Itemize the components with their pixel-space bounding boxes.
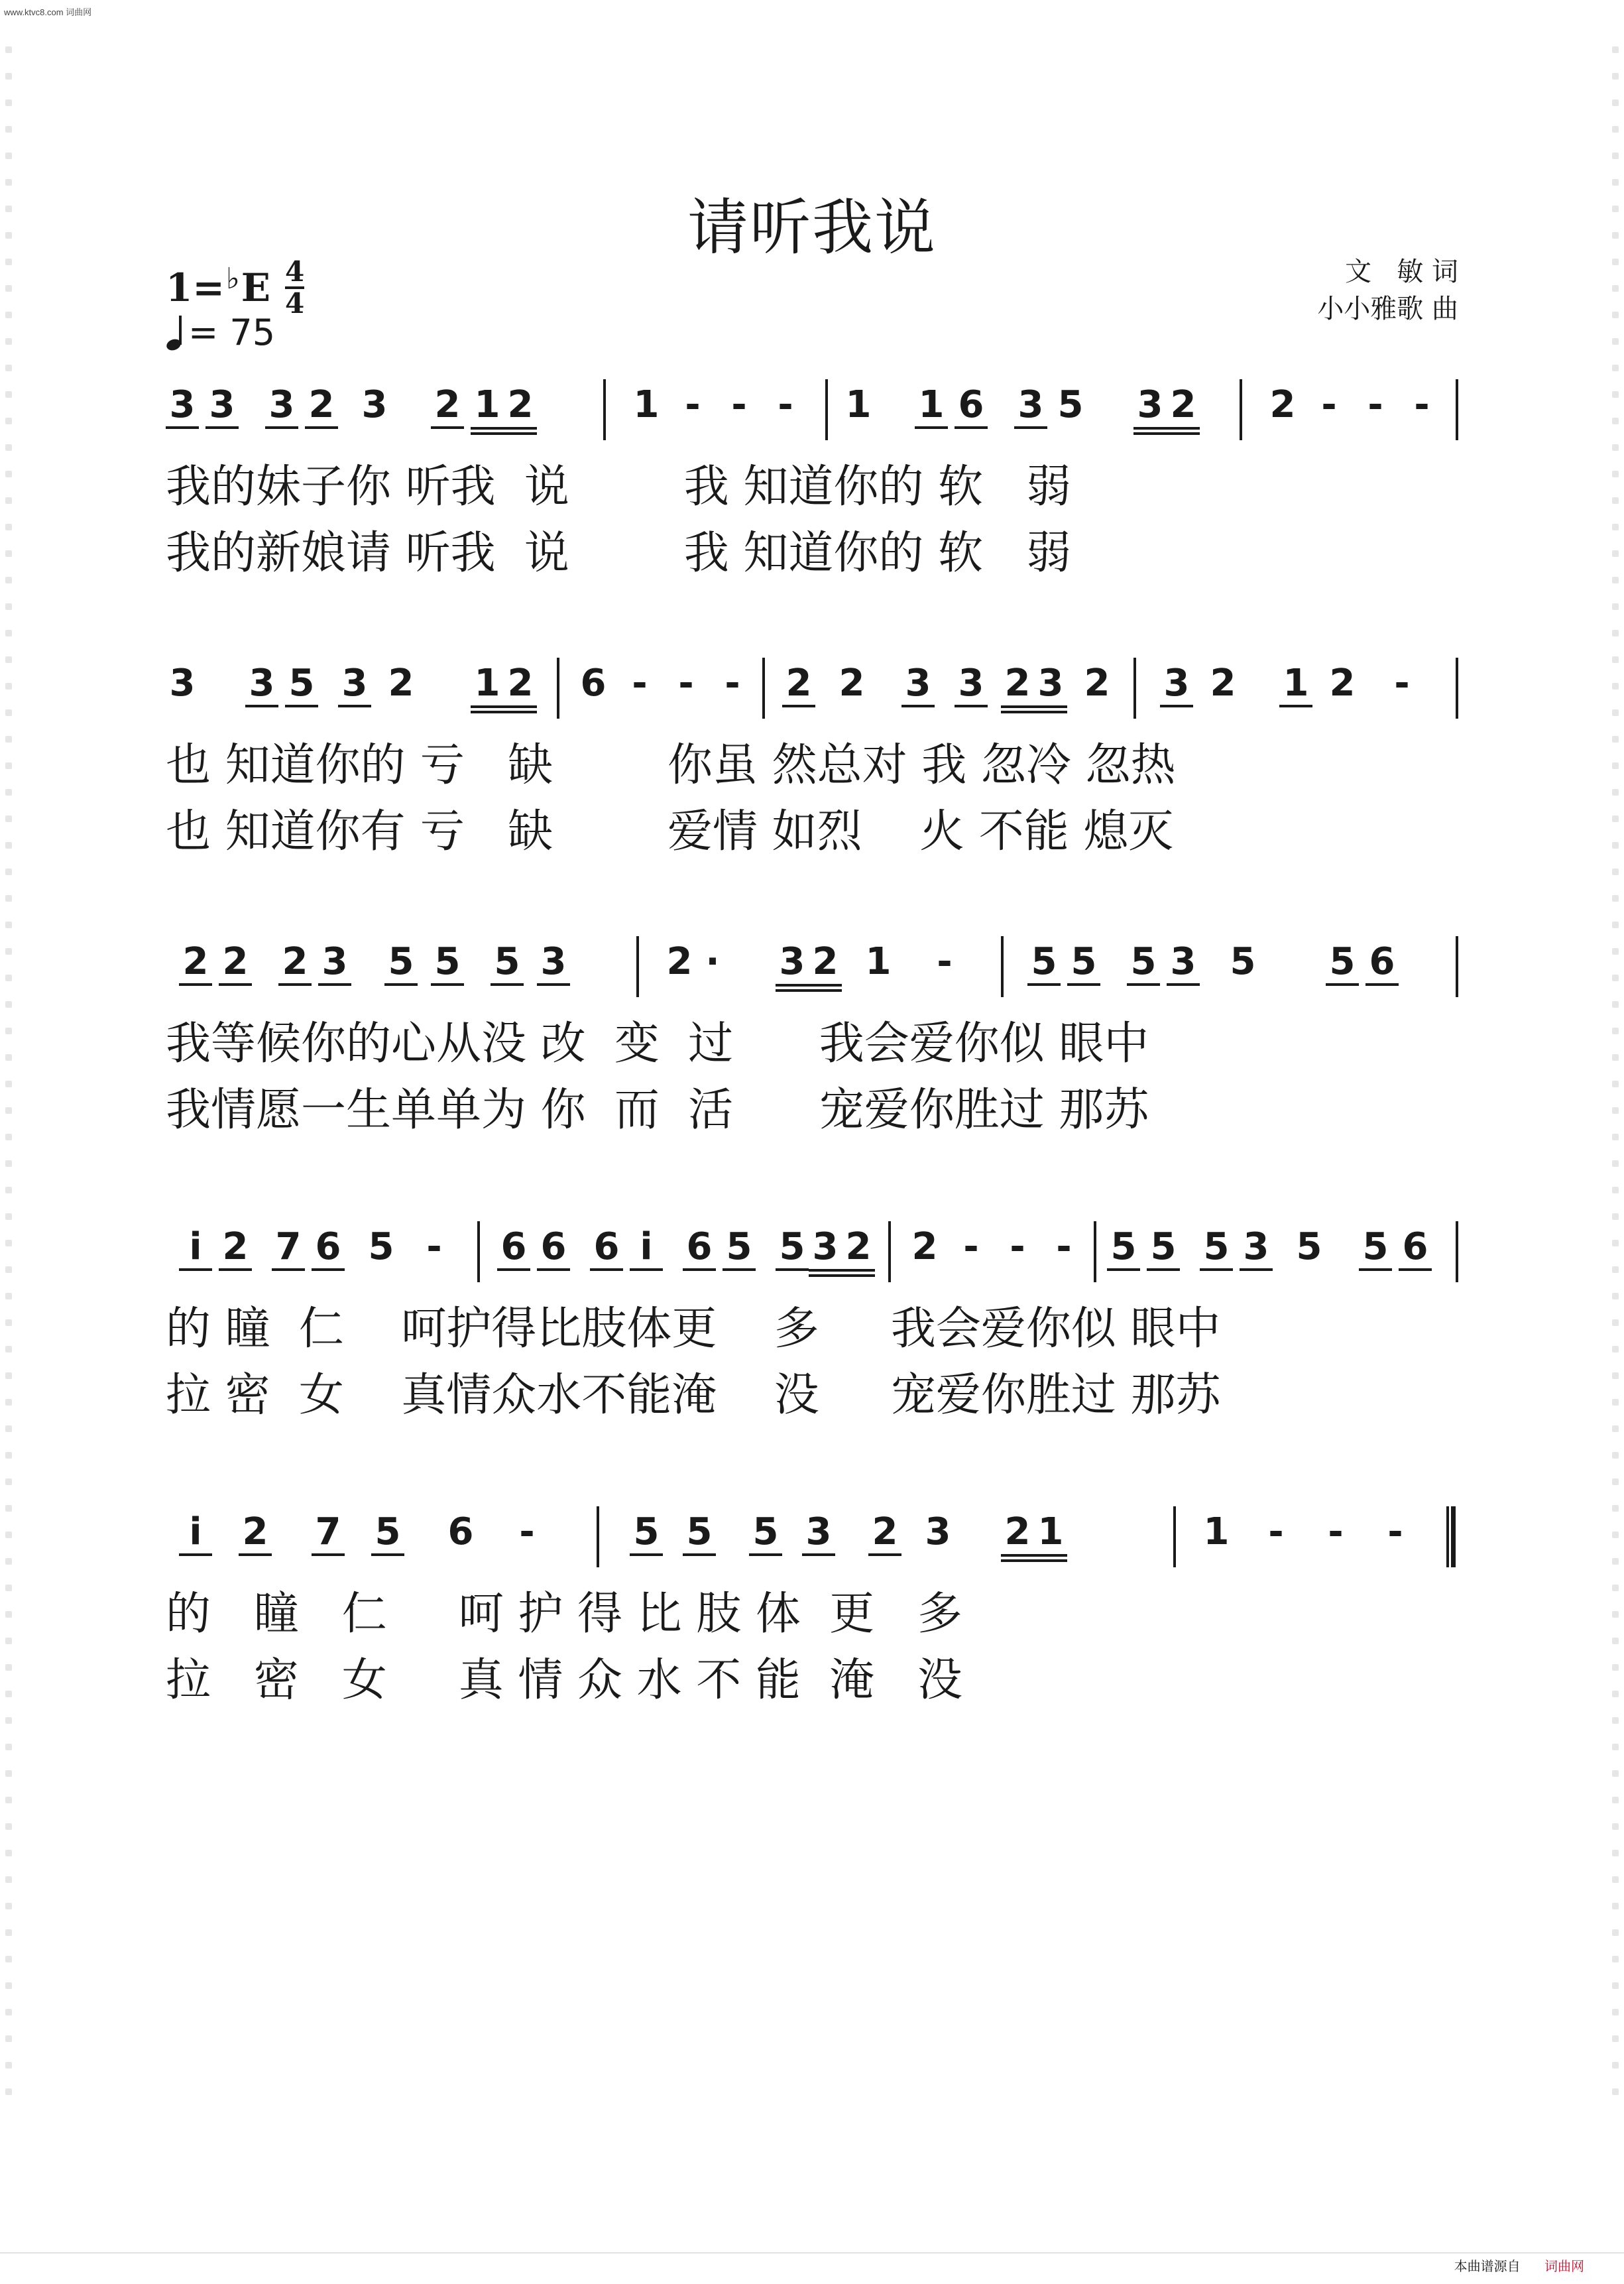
note: - bbox=[1394, 662, 1410, 705]
note: 2 bbox=[1269, 383, 1296, 426]
footer bbox=[1454, 2255, 1584, 2275]
note: - bbox=[725, 662, 740, 705]
note: 6 bbox=[447, 1510, 474, 1553]
note: 1 bbox=[471, 383, 504, 435]
note: 2 bbox=[1167, 383, 1200, 435]
note: i bbox=[179, 1225, 212, 1271]
note: 6 bbox=[683, 1225, 716, 1271]
note: 2 bbox=[305, 383, 338, 429]
lyrics-verse-2: 也 知道你有 亏 缺 爱情 如烈 火 不能 熄灭 bbox=[166, 806, 1174, 858]
note: 5 bbox=[1067, 940, 1100, 986]
lyrics-verse-1: 的 瞳 仁 呵护得比肢体更 多 我会爱你似 眼中 bbox=[166, 1303, 1221, 1355]
right-margin-watermark bbox=[1609, 27, 1621, 2257]
left-margin-watermark bbox=[3, 27, 15, 2257]
footer-rule bbox=[0, 2252, 1624, 2254]
note: 3 bbox=[776, 940, 809, 992]
note: 1 bbox=[1279, 662, 1312, 707]
barline bbox=[888, 1221, 891, 1282]
note: - bbox=[1268, 1510, 1284, 1553]
note: 5 bbox=[1147, 1225, 1180, 1271]
lyrics-verse-2: 我情愿一生单单为 你 而 活 宠爱你胜过 那苏 bbox=[166, 1084, 1149, 1136]
note: 2 bbox=[219, 1225, 252, 1271]
note: 3 bbox=[205, 383, 239, 429]
score-row-2 bbox=[166, 650, 1458, 858]
lyrics-verse-1: 我等候你的心从没 改 变 过 我会爱你似 眼中 bbox=[166, 1018, 1149, 1070]
notes-line bbox=[166, 1498, 1458, 1578]
note: - bbox=[1414, 383, 1430, 426]
key-note: E bbox=[241, 265, 270, 310]
lyricist-credit: 文 敏 词 bbox=[1345, 257, 1458, 287]
score-row-3 bbox=[166, 928, 1458, 1136]
barline bbox=[1240, 379, 1242, 440]
lyrics-verse-1: 我的妹子你 听我 说 我 知道你的 软 弱 bbox=[166, 461, 1071, 513]
note: 5 bbox=[683, 1510, 716, 1556]
note: 2 bbox=[868, 1510, 901, 1556]
note: 5 bbox=[1027, 940, 1061, 986]
note: 3 bbox=[169, 662, 196, 705]
note: 3 bbox=[1240, 1225, 1273, 1271]
song-title: 请听我说 bbox=[687, 192, 937, 263]
note: - bbox=[1010, 1225, 1025, 1268]
note: 3 bbox=[955, 662, 988, 707]
note: 3 bbox=[802, 1510, 835, 1556]
note: 5 bbox=[1296, 1225, 1322, 1268]
note: 2 bbox=[1210, 662, 1236, 705]
note: 3 bbox=[809, 1225, 842, 1277]
note: 5 bbox=[1359, 1225, 1392, 1271]
note: 1 bbox=[471, 662, 504, 713]
notes-line bbox=[166, 928, 1458, 1008]
note: 3 bbox=[166, 383, 199, 429]
note: 6 bbox=[580, 662, 607, 705]
note: 2 bbox=[431, 383, 464, 429]
note: 1 bbox=[1034, 1510, 1067, 1562]
note: 7 bbox=[272, 1225, 305, 1271]
lyrics-verse-2: 我的新娘请 听我 说 我 知道你的 软 弱 bbox=[166, 527, 1071, 579]
note: 5 bbox=[285, 662, 318, 707]
notes-line bbox=[166, 371, 1458, 451]
note: - bbox=[1321, 383, 1337, 426]
note: - bbox=[1387, 1510, 1403, 1553]
note: - bbox=[1056, 1225, 1072, 1268]
note: - bbox=[632, 662, 648, 705]
final-barline bbox=[1446, 1506, 1456, 1567]
barline bbox=[1173, 1506, 1176, 1567]
barline bbox=[1001, 936, 1004, 997]
key-signature bbox=[166, 257, 304, 318]
note: - bbox=[731, 383, 747, 426]
note: 5 bbox=[1200, 1225, 1233, 1271]
note: 1 bbox=[865, 940, 892, 983]
note: 5 bbox=[1230, 940, 1256, 983]
note: 3 bbox=[361, 383, 388, 426]
note: - bbox=[1367, 383, 1383, 426]
note: i bbox=[179, 1510, 212, 1556]
lyrics-verse-2: 拉 密 女 真情众水不能淹 没 宠爱你胜过 那苏 bbox=[166, 1369, 1221, 1421]
lyrics-verse-1: 的 瞳 仁 呵 护 得 比 肢 体 更 多 bbox=[166, 1588, 962, 1640]
note: 2 bbox=[1001, 662, 1034, 713]
note: 6 bbox=[590, 1225, 623, 1271]
note: - bbox=[678, 662, 694, 705]
meter-bottom: 4 bbox=[284, 287, 305, 320]
note: 1 bbox=[845, 383, 872, 426]
note: 2 bbox=[219, 940, 252, 986]
note: 2 bbox=[504, 383, 537, 435]
note: 3 bbox=[1133, 383, 1167, 435]
barline bbox=[1456, 379, 1458, 440]
note: 6 bbox=[497, 1225, 530, 1271]
note: 5 bbox=[776, 1225, 809, 1271]
note: 1 bbox=[915, 383, 948, 429]
credits bbox=[1317, 253, 1458, 328]
note: 3 bbox=[1034, 662, 1067, 713]
score-row-1 bbox=[166, 371, 1458, 579]
notes-line bbox=[166, 1213, 1458, 1293]
note: 2 bbox=[1329, 662, 1356, 705]
note: 3 bbox=[265, 383, 298, 429]
barline bbox=[1094, 1221, 1096, 1282]
note: - bbox=[1328, 1510, 1344, 1553]
note: 5 bbox=[1107, 1225, 1140, 1271]
barline bbox=[597, 1506, 599, 1567]
note: i bbox=[630, 1225, 663, 1271]
note: 2 bbox=[809, 940, 842, 992]
time-signature bbox=[285, 257, 304, 318]
note: 6 bbox=[1365, 940, 1399, 986]
note: 1 bbox=[633, 383, 660, 426]
note: 5 bbox=[1057, 383, 1084, 426]
note: 5 bbox=[1127, 940, 1160, 986]
note: 7 bbox=[312, 1510, 345, 1556]
barline bbox=[825, 379, 828, 440]
note: 6 bbox=[955, 383, 988, 429]
barline bbox=[762, 658, 765, 719]
lyrics-verse-1: 也 知道你的 亏 缺 你虽 然总对 我 忽冷 忽热 bbox=[166, 739, 1176, 792]
note: 5 bbox=[723, 1225, 756, 1271]
note: - bbox=[426, 1225, 442, 1268]
barline bbox=[1133, 658, 1136, 719]
note: 2 bbox=[666, 940, 693, 983]
note: 5 bbox=[431, 940, 464, 986]
note: 5 bbox=[491, 940, 524, 986]
note: 3 bbox=[1014, 383, 1047, 429]
note: 3 bbox=[901, 662, 935, 707]
score-row-5 bbox=[166, 1498, 1458, 1707]
note: 2 bbox=[842, 1225, 875, 1277]
composer-credit: 小小雅歌 曲 bbox=[1317, 294, 1458, 324]
barline bbox=[603, 379, 606, 440]
note: 3 bbox=[925, 1510, 951, 1553]
note: 2 bbox=[388, 662, 414, 705]
note: 3 bbox=[338, 662, 371, 707]
flat-icon: ♭ bbox=[225, 261, 240, 296]
note: · bbox=[705, 940, 720, 983]
note: 2 bbox=[504, 662, 537, 713]
barline bbox=[1456, 1221, 1458, 1282]
note: 5 bbox=[384, 940, 418, 986]
barline bbox=[1456, 936, 1458, 997]
note: 5 bbox=[368, 1225, 394, 1268]
note: 2 bbox=[1001, 1510, 1034, 1562]
note: - bbox=[778, 383, 793, 426]
note: 6 bbox=[537, 1225, 570, 1271]
note: 2 bbox=[839, 662, 865, 705]
note: 5 bbox=[1326, 940, 1359, 986]
note: 2 bbox=[911, 1225, 938, 1268]
meter-top: 4 bbox=[284, 255, 305, 288]
note: 6 bbox=[1399, 1225, 1432, 1271]
note: 2 bbox=[179, 940, 212, 986]
note: 3 bbox=[245, 662, 278, 707]
barline bbox=[557, 658, 559, 719]
barline bbox=[477, 1221, 480, 1282]
footer-source: 本曲谱源自 bbox=[1454, 2258, 1521, 2274]
notes-line bbox=[166, 650, 1458, 729]
quarter-note-icon bbox=[166, 314, 188, 351]
note: 3 bbox=[1167, 940, 1200, 986]
barline bbox=[636, 936, 639, 997]
footer-brand-link[interactable]: 词曲网 bbox=[1544, 2258, 1584, 2274]
note: 5 bbox=[630, 1510, 663, 1556]
lyrics-verse-2: 拉 密 女 真 情 众 水 不 能 淹 没 bbox=[166, 1654, 962, 1707]
tempo-mark bbox=[166, 312, 275, 353]
note: 2 bbox=[1084, 662, 1110, 705]
note: - bbox=[963, 1225, 979, 1268]
note: 2 bbox=[239, 1510, 272, 1556]
note: - bbox=[519, 1510, 535, 1553]
note: 5 bbox=[749, 1510, 782, 1556]
note: 2 bbox=[278, 940, 312, 986]
note: 3 bbox=[537, 940, 570, 986]
note: - bbox=[937, 940, 953, 983]
note: - bbox=[685, 383, 701, 426]
note: 5 bbox=[371, 1510, 404, 1556]
note: 3 bbox=[318, 940, 351, 986]
score-row-4 bbox=[166, 1213, 1458, 1421]
key-prefix: 1= bbox=[166, 265, 225, 310]
site-tag: www.ktvc8.com 词曲网 bbox=[4, 7, 92, 17]
note: 1 bbox=[1203, 1510, 1230, 1553]
note: 6 bbox=[312, 1225, 345, 1271]
note: 3 bbox=[1160, 662, 1193, 707]
tempo-value: = 75 bbox=[188, 312, 276, 353]
note: 2 bbox=[782, 662, 815, 707]
barline bbox=[1456, 658, 1458, 719]
